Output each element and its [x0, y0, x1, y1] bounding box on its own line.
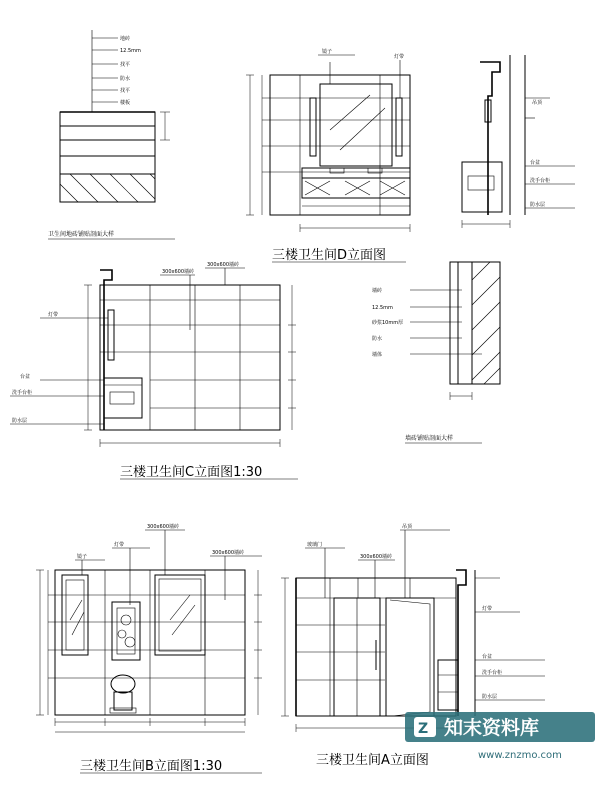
watermark-brand: 知末资料库 [444, 717, 540, 739]
d-light-note: 灯带 [394, 54, 405, 60]
a-cabinet-note: 洗手台柜 [482, 670, 503, 676]
d-basin-note: 台盆 [530, 160, 541, 166]
elevation-c [10, 261, 298, 480]
d-waterproof-note: 防水层 [530, 202, 546, 208]
title-d-elevation: 三楼卫生间D立面图 [272, 248, 387, 263]
c-tile-note-2: 300x600墙砖 [207, 262, 240, 268]
wall-layer-1: 墙砖 [372, 288, 383, 294]
a-ceiling-note: 吊顶 [402, 524, 413, 530]
elevation-b [36, 523, 262, 774]
a-waterproof-note: 防水层 [482, 694, 498, 700]
watermark [405, 712, 595, 761]
elevation-d [246, 48, 410, 263]
floor-detail-title: 卫生间地砖铺贴剖面大样 [48, 231, 115, 238]
d-side-section [462, 55, 575, 228]
floor-layer-3: 找平 [120, 62, 131, 68]
mirror-d [320, 84, 392, 166]
floor-layer-4: 防水 [120, 76, 131, 82]
b-tile-note-2: 300x600墙砖 [212, 550, 245, 556]
niche-b [112, 602, 140, 660]
door-a [386, 598, 434, 716]
a-light-note: 灯带 [482, 606, 493, 612]
c-light-note: 灯带 [48, 312, 59, 318]
d-cabinet-note: 洗手台柜 [530, 178, 551, 184]
c-waterproof-note: 防水层 [12, 418, 28, 424]
wall-layer-3: 砂浆10mm厚 [372, 320, 404, 326]
b-light-note: 灯带 [114, 542, 125, 548]
svg-text:Z: Z [418, 721, 429, 737]
c-tile-note: 300x600墙砖 [162, 269, 195, 275]
b-tile-note: 300x600墙砖 [147, 524, 180, 530]
title-a-elevation: 三楼卫生间A立面图 [316, 753, 429, 768]
title-b-elevation: 三楼卫生间B立面图1:30 [80, 759, 223, 774]
a-glass-note: 玻璃门 [307, 542, 323, 548]
c-cabinet-note: 洗手台柜 [12, 390, 33, 396]
b-mirror-note: 镜子 [77, 554, 88, 560]
a-tile-note: 300x600墙砖 [360, 554, 393, 560]
title-c-elevation: 三楼卫生间C立面图1:30 [120, 465, 263, 480]
wall-layer-5: 墙体 [372, 352, 383, 358]
floor-layer-5: 找平 [120, 88, 131, 94]
floor-layer-1: 地砖 [120, 36, 131, 42]
wall-section-detail [372, 262, 500, 443]
watermark-url: www.znzmo.com [478, 750, 562, 761]
c-basin-note: 台盆 [20, 374, 31, 380]
floor-layer-6: 楼板 [120, 100, 131, 106]
d-mirror-note: 镜子 [322, 49, 333, 55]
wall-layer-4: 防水 [372, 336, 383, 342]
floor-layer-2: 12.5mm [120, 48, 141, 54]
mirror-b-right [155, 575, 205, 655]
floor-section-detail [48, 30, 175, 239]
a-basin-note: 台盆 [482, 654, 493, 660]
wall-detail-title: 墙砖铺贴剖面大样 [405, 435, 454, 442]
d-ceiling-note: 吊顶 [532, 100, 543, 106]
wall-layer-2: 12.5mm [372, 305, 393, 311]
